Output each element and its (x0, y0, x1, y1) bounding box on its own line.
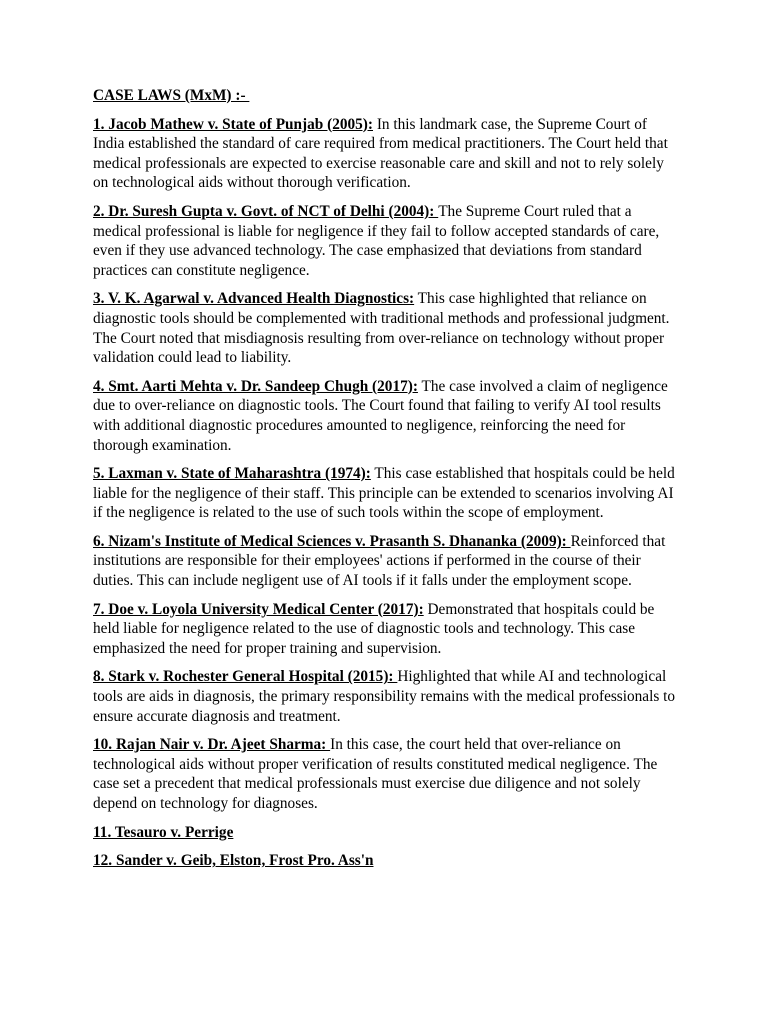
case-title: 11. Tesauro v. Perrige (93, 823, 234, 841)
case-title: 10. Rajan Nair v. Dr. Ajeet Sharma: (93, 736, 331, 754)
case-paragraph (93, 289, 677, 367)
case-paragraph (93, 667, 677, 726)
case-body: Reinforced that institutions are responsible for their employees' actions if performed in the course of their duties. This can include negligent use of AI tools if it falls under the employment scope. (93, 532, 670, 590)
case-paragraph (93, 377, 677, 455)
case-title: 5. Laxman v. State of Maharashtra (1974): (93, 465, 371, 483)
case-title: 1. Jacob Mathew v. State of Punjab (2005): (93, 115, 373, 133)
case-title: 2. Dr. Suresh Gupta v. Govt. of NCT of Delhi (2004): (93, 202, 439, 220)
case-title: 8. Stark v. Rochester General Hospital (2015): (93, 668, 398, 686)
case-body: This case established that hospitals could be held liable for the negligence of their staff. This principle can be extended to scenarios involving AI if the negligence is related to the use of such tools within the scope of employment. (93, 465, 679, 522)
case-paragraph (93, 735, 677, 813)
case-title: 6. Nizam's Institute of Medical Sciences v. Prasanth S. Dhananka (2009): (93, 532, 571, 550)
case-title: 4. Smt. Aarti Mehta v. Dr. Sandeep Chugh (2017): (93, 377, 418, 395)
case-paragraph (93, 115, 677, 193)
case-body: The Supreme Court ruled that a medical professional is liable for negligence if they fail to follow accepted standards of care, even if they use advanced technology. The case emphasized that deviations from standard practices can constitute negligence. (93, 202, 664, 279)
case-list (93, 115, 677, 871)
case-title: 12. Sander v. Geib, Elston, Frost Pro. Ass'n (93, 852, 374, 870)
case-paragraph (93, 823, 677, 843)
case-body: This case highlighted that reliance on diagnostic tools should be complemented with traditional methods and professional judgment. The Court noted that misdiagnosis resulting from over-reliance on technology without proper validation could lead to liability. (93, 290, 674, 367)
case-title: 7. Doe v. Loyola University Medical Center (2017): (93, 600, 424, 618)
case-paragraph (93, 600, 677, 659)
case-body: Demonstrated that hospitals could be held liable for negligence related to the use of diagnostic tools and technology. This case emphasized the need for proper training and supervision. (93, 600, 659, 657)
case-body: In this landmark case, the Supreme Court of India established the standard of care required from medical practitioners. The Court held that medical professionals are expected to exercise reasonable care and skill and not to rely solely on technological aids without thorough verification. (93, 115, 672, 192)
case-body: In this case, the court held that over-reliance on technological aids without proper verification of results constituted medical negligence. The case set a precedent that medical professionals must exercise due diligence and not solely depend on technology for diagnoses. (93, 736, 662, 812)
case-paragraph (93, 464, 677, 523)
page-heading: CASE LAWS (MxM) :- (93, 87, 250, 104)
case-paragraph (93, 851, 677, 871)
case-body: Highlighted that while AI and technological tools are aids in diagnosis, the primary responsibility remains with the medical professionals to ensure accurate diagnosis and treatment. (93, 668, 679, 725)
case-title: 3. V. K. Agarwal v. Advanced Health Diagnostics: (93, 290, 415, 308)
case-paragraph (93, 532, 677, 591)
document-page (93, 86, 677, 880)
case-body: The case involved a claim of negligence due to over-reliance on diagnostic tools. The Court found that failing to verify AI tool results with additional diagnostic procedures amounted to negligence, reinforcing the need for thorough examination. (93, 377, 672, 454)
case-paragraph (93, 202, 677, 280)
